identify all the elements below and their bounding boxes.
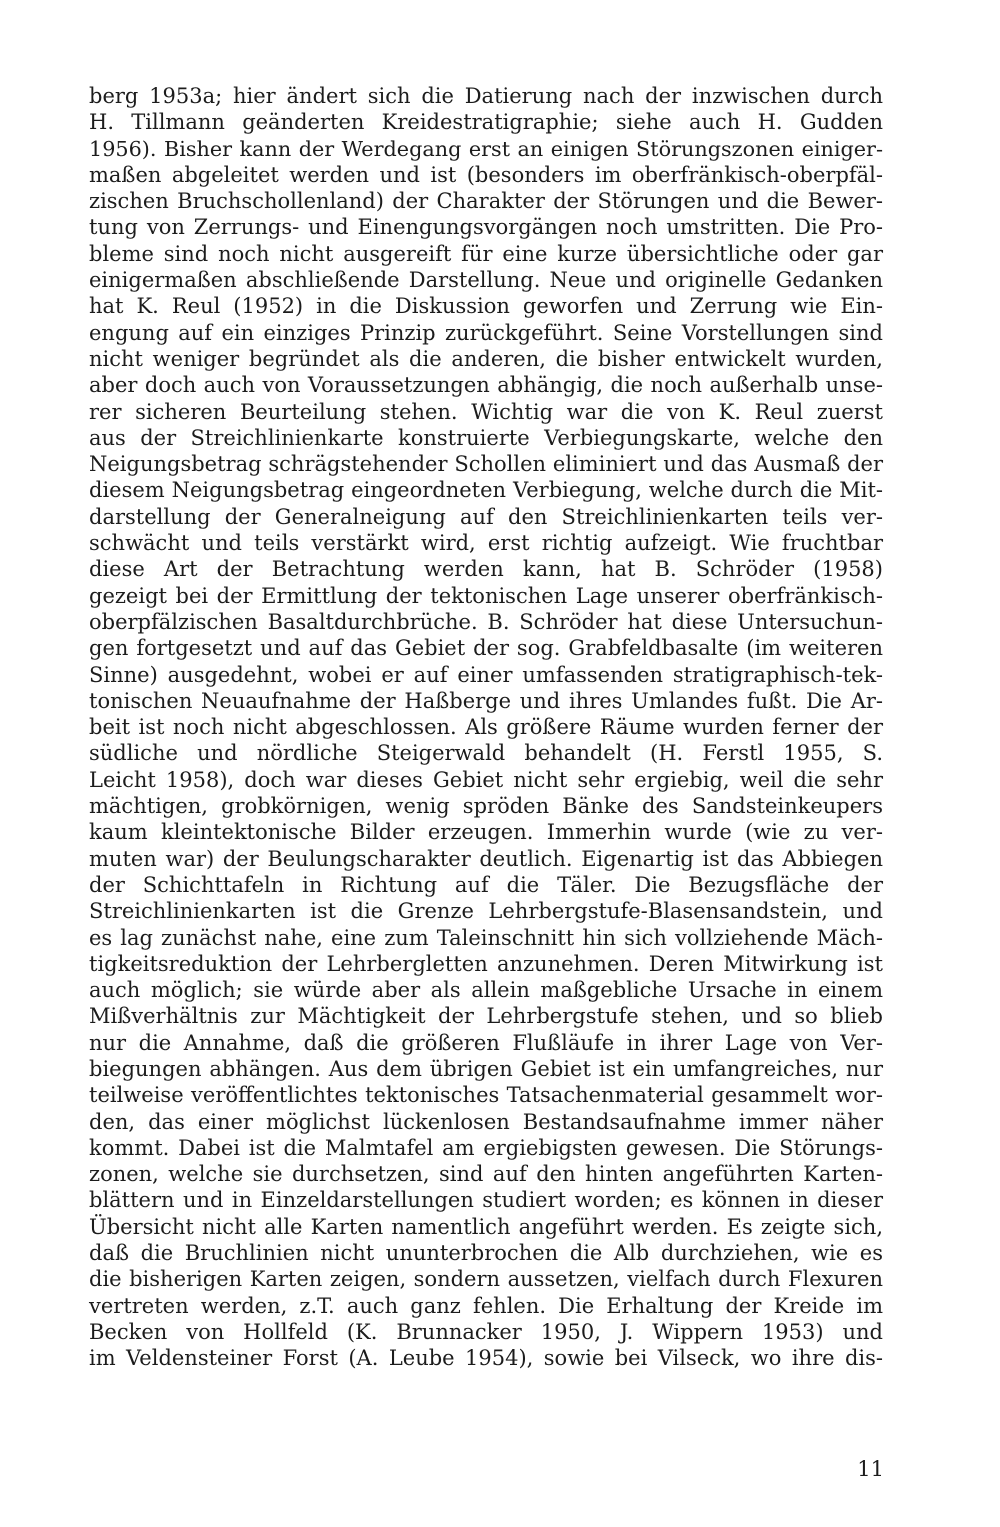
- text-line: tung von Zerrungs- und Einengungsvorgängen noch umstritten. Die Pro-: [89, 215, 883, 240]
- text-line: daß die Bruchlinien nicht ununterbrochen die Alb durchziehen, wie es: [89, 1241, 883, 1266]
- text-line: es lag zunächst nahe, eine zum Taleinschnitt hin sich vollziehende Mäch-: [89, 925, 883, 950]
- page-number: 11: [857, 1457, 884, 1481]
- text-line: schwächt und teils verstärkt wird, erst richtig aufzeigt. Wie fruchtbar: [89, 531, 883, 556]
- text-line: Neigungsbetrag schrägstehender Schollen eliminiert und das Ausmaß der: [89, 452, 883, 477]
- text-line: Streichlinienkarten ist die Grenze Lehrbergstufe-Blasensandstein, und: [89, 899, 883, 924]
- text-line: vertreten werden, z.T. auch ganz fehlen. Die Erhaltung der Kreide im: [89, 1293, 883, 1318]
- text-line: tonischen Neuaufnahme der Haßberge und ihres Umlandes fußt. Die Ar-: [89, 688, 883, 713]
- text-line: diese Art der Betrachtung werden kann, hat B. Schröder (1958): [89, 557, 883, 582]
- text-line: Mißverhältnis zur Mächtigkeit der Lehrbergstufe stehen, und so blieb: [89, 1004, 883, 1029]
- text-line: nicht weniger begründet als die anderen, die bisher entwickelt wurden,: [89, 346, 883, 371]
- text-line: Leicht 1958), doch war dieses Gebiet nicht sehr ergiebig, weil die sehr: [89, 767, 883, 792]
- text-line: 1956). Bisher kann der Werdegang erst an einigen Störungszonen einiger-: [89, 136, 883, 161]
- text-line: darstellung der Generalneigung auf den Streichlinienkarten teils ver-: [89, 504, 883, 529]
- text-line: Becken von Hollfeld (K. Brunnacker 1950, J. Wippern 1953) und: [89, 1319, 883, 1344]
- text-line: im Veldensteiner Forst (A. Leube 1954), sowie bei Vilseck, wo ihre dis-: [89, 1346, 883, 1371]
- text-line: zischen Bruchschollenland) der Charakter der Störungen und die Bewer-: [89, 189, 883, 214]
- text-line: gezeigt bei der Ermittlung der tektonischen Lage unserer oberfränkisch-: [89, 583, 883, 608]
- text-line: auch möglich; sie würde aber als allein maßgebliche Ursache in einem: [89, 978, 883, 1003]
- text-line: rer sicheren Beurteilung stehen. Wichtig war die von K. Reul zuerst: [89, 399, 883, 424]
- text-line: muten war) der Beulungscharakter deutlich. Eigenartig ist das Abbiegen: [89, 846, 883, 871]
- text-line: mächtigen, grobkörnigen, wenig spröden Bänke des Sandsteinkeupers: [89, 794, 883, 819]
- text-line: den, das einer möglichst lückenlosen Bestandsaufnahme immer näher: [89, 1109, 883, 1134]
- text-line: kaum kleintektonische Bilder erzeugen. Immerhin wurde (wie zu ver-: [89, 820, 883, 845]
- text-line: berg 1953a; hier ändert sich die Datierung nach der inzwischen durch: [89, 84, 883, 108]
- text-line: diesem Neigungsbetrag eingeordneten Verbiegung, welche durch die Mit-: [89, 478, 883, 503]
- text-line: zonen, welche sie durchsetzen, sind auf den hinten angeführten Karten-: [89, 1162, 883, 1187]
- text-line: beit ist noch nicht abgeschlossen. Als größere Räume wurden ferner der: [89, 715, 883, 740]
- text-line: teilweise veröffentlichtes tektonisches Tatsachenmaterial gesammelt wor-: [89, 1083, 883, 1108]
- body-text: [89, 83, 883, 1372]
- text-line: aber doch auch von Voraussetzungen abhängig, die noch außerhalb unse-: [89, 373, 883, 398]
- text-line: biegungen abhängen. Aus dem übrigen Gebiet ist ein umfangreiches, nur: [89, 1056, 883, 1081]
- text-line: H. Tillmann geänderten Kreidestratigraphie; siehe auch H. Gudden: [89, 110, 883, 135]
- text-line: bleme sind noch nicht ausgereift für eine kurze übersichtliche oder gar: [89, 241, 883, 266]
- text-line: gen fortgesetzt und auf das Gebiet der sog. Grabfeldbasalte (im weiteren: [89, 636, 883, 661]
- text-line: Übersicht nicht alle Karten namentlich angeführt werden. Es zeigte sich,: [89, 1214, 883, 1239]
- text-line: die bisherigen Karten zeigen, sondern aussetzen, vielfach durch Flexuren: [89, 1267, 883, 1292]
- text-line: engung auf ein einziges Prinzip zurückgeführt. Seine Vorstellungen sind: [89, 320, 883, 345]
- text-line: Sinne) ausgedehnt, wobei er auf einer umfassenden stratigraphisch-tek-: [89, 662, 883, 687]
- text-line: hat K. Reul (1952) in die Diskussion geworfen und Zerrung wie Ein-: [89, 294, 883, 319]
- text-line: oberpfälzischen Basaltdurchbrüche. B. Schröder hat diese Untersuchun-: [89, 609, 883, 634]
- text-line: blättern und in Einzeldarstellungen studiert worden; es können in dieser: [89, 1188, 883, 1213]
- text-line: maßen abgeleitet werden und ist (besonders im oberfränkisch-oberpfäl-: [89, 162, 883, 187]
- text-line: einigermaßen abschließende Darstellung. Neue und originelle Gedanken: [89, 268, 883, 293]
- text-line: südliche und nördliche Steigerwald behandelt (H. Ferstl 1955, S.: [89, 741, 883, 766]
- text-line: aus der Streichlinienkarte konstruierte Verbiegungskarte, welche den: [89, 425, 883, 450]
- text-line: nur die Annahme, daß die größeren Flußläufe in ihrer Lage von Ver-: [89, 1030, 883, 1055]
- text-line: der Schichttafeln in Richtung auf die Täler. Die Bezugsfläche der: [89, 872, 883, 897]
- text-line: tigkeitsreduktion der Lehrbergletten anzunehmen. Deren Mitwirkung ist: [89, 951, 883, 976]
- text-line: kommt. Dabei ist die Malmtafel am ergiebigsten gewesen. Die Störungs-: [89, 1135, 883, 1160]
